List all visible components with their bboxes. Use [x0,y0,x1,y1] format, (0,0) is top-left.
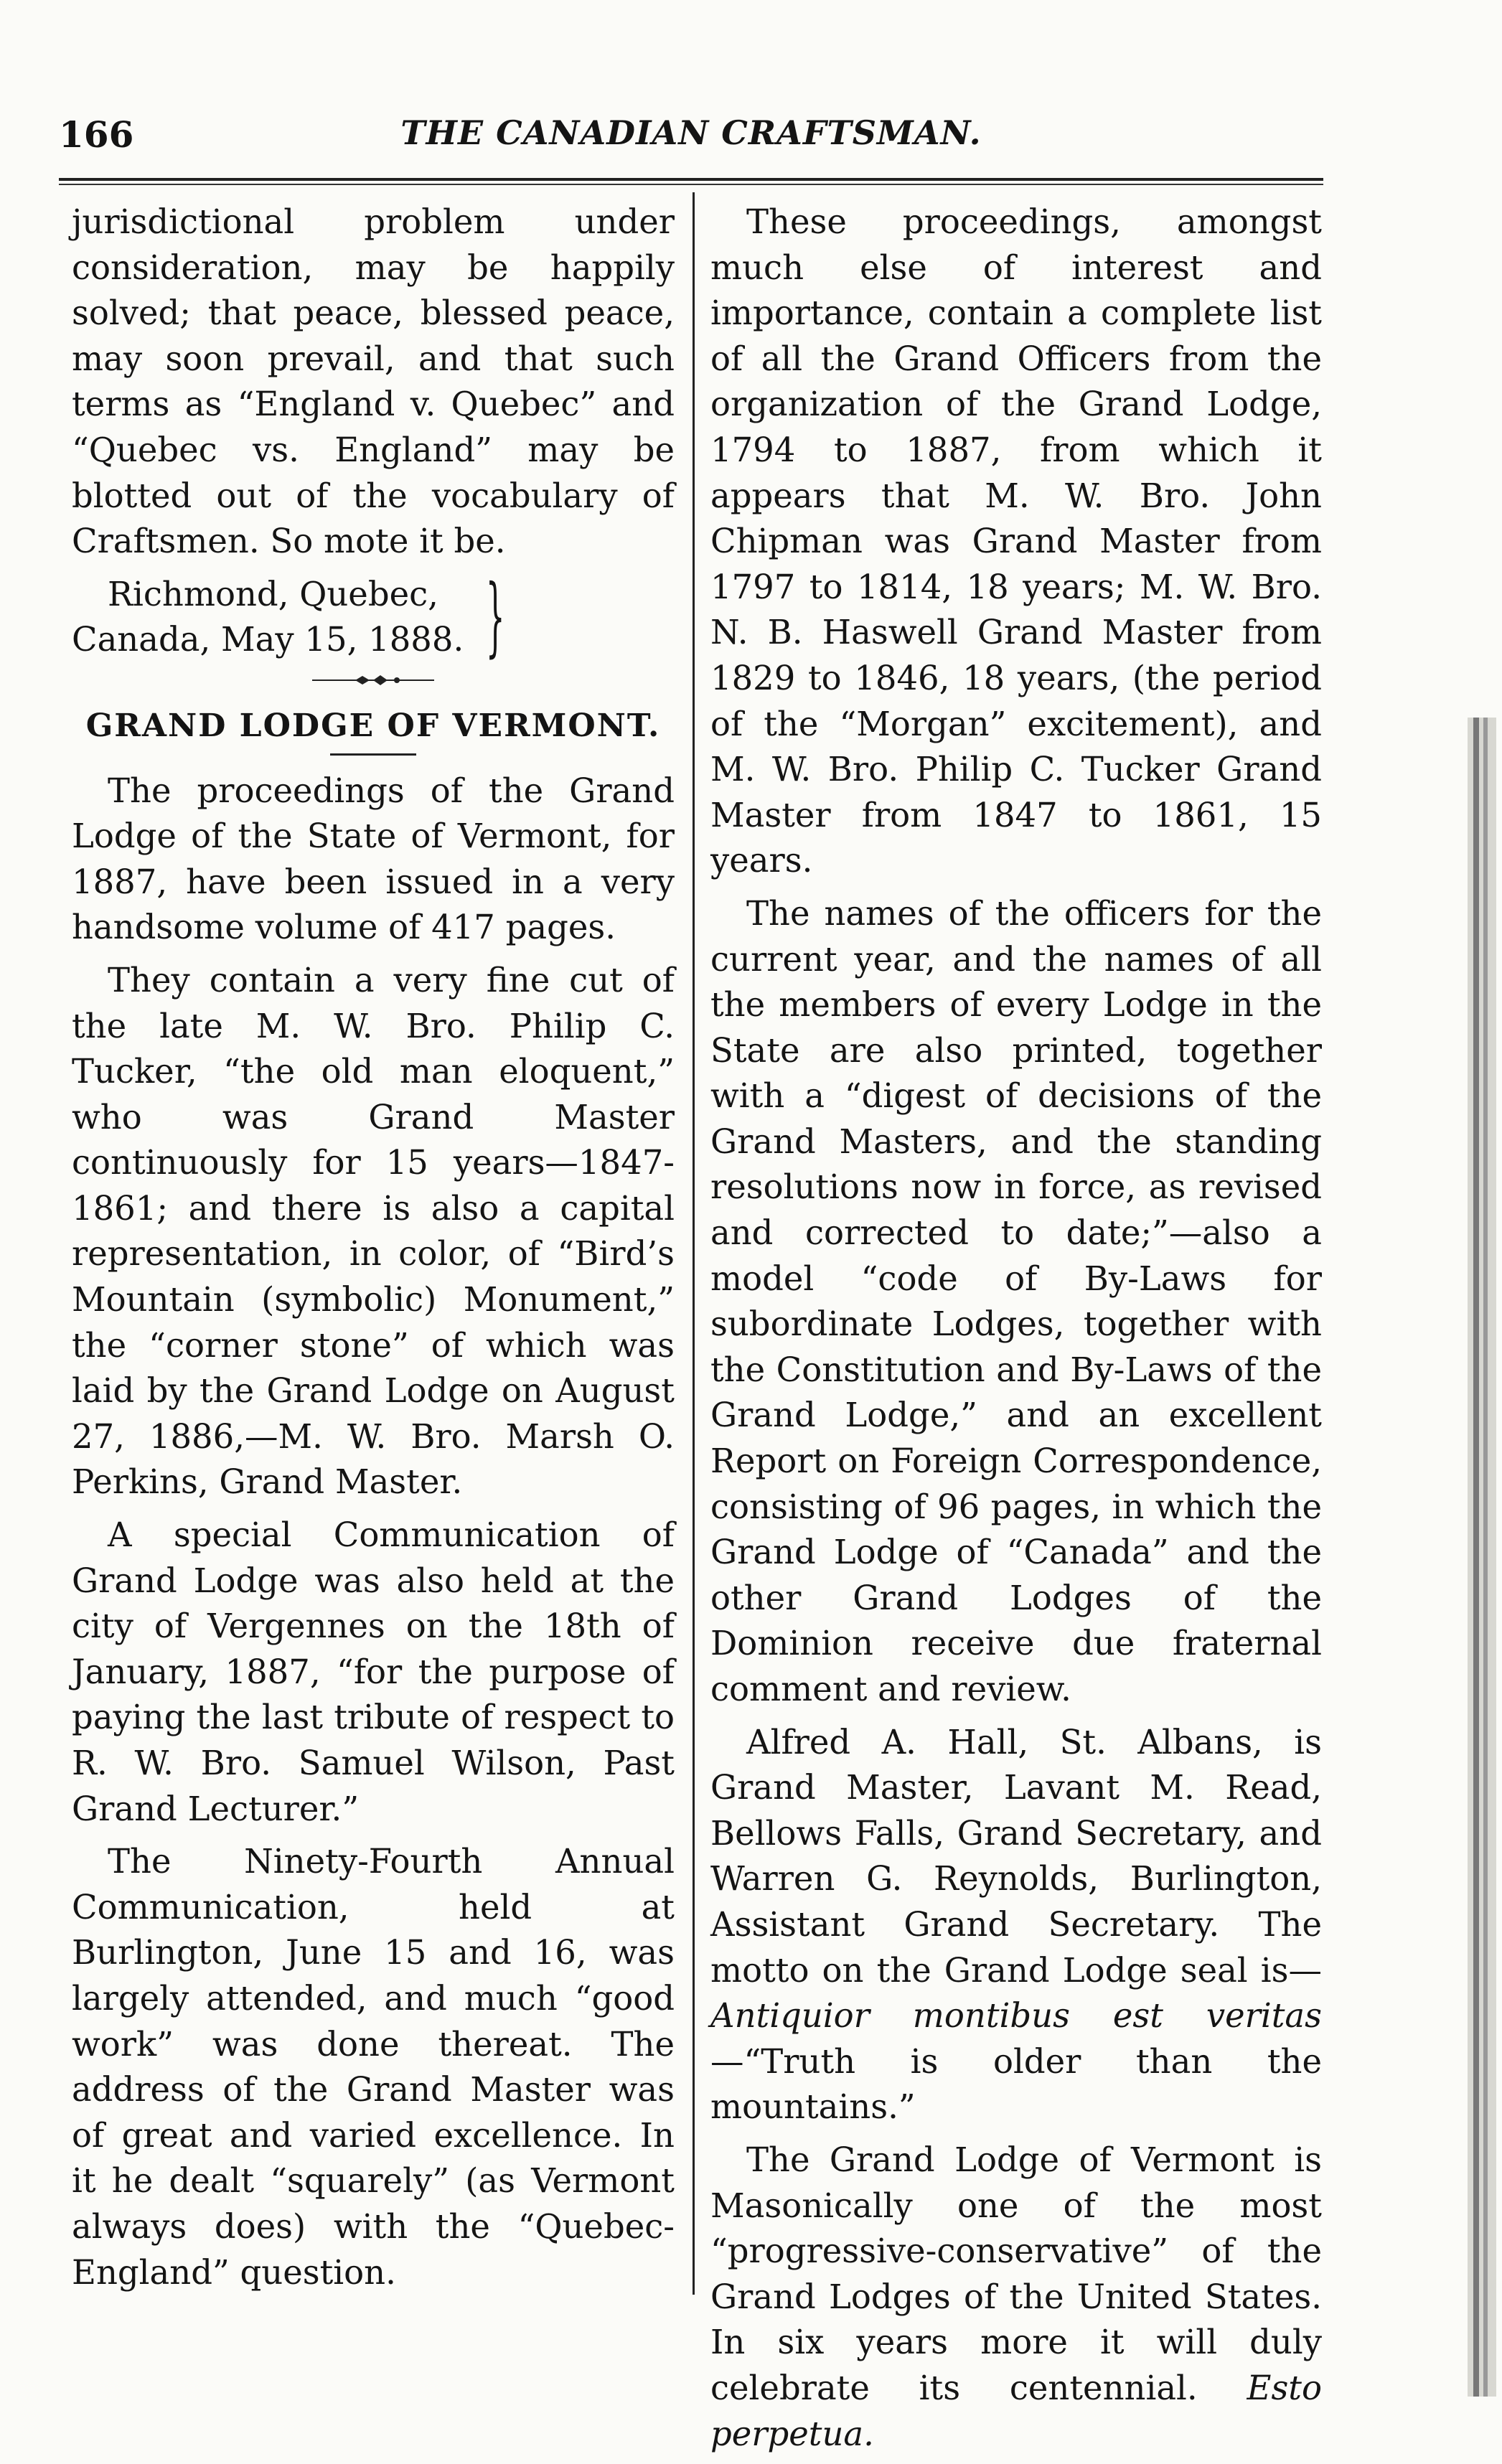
paragraph: The proceedings of the Grand Lodge of the State of Vermont, for 1887, have been issued in a very handsome volume of 417 pages. [72,771,675,947]
page-header [59,108,1323,172]
page-number: 166 [59,113,134,156]
section-heading: GRAND LODGE OF VERMONT. [85,707,661,744]
paragraph-text: The Grand Lodge of Vermont is Masonically one of the most “progressive-conservative” of the Grand Lodges of the United States. In six years more it will duly celebrate its centennial. [710,2140,1322,2407]
signature-place: Richmond, Quebec, [108,574,438,613]
header-rule-thin [59,184,1323,185]
latin-motto: Antiquior montibus est veritas [710,1996,1322,2036]
paragraph [710,2138,1322,2457]
paragraph: These proceedings, amongst much else of interest and importance, contain a complete list of all the Grand Officers from the organization of the Grand Lodge, 1794 to 1887, from which it appears that M. W. Bro. John Chipman was Grand Master from 1797 to 1814, 18 years; M. W. Bro. N. B. Haswell Grand Master from 1829 to 1846, 18 years, (the period of the “Morgan” excitement), and M. W. Bro. Philip C. Tucker Grand Master from 1847 to 1861, 15 years. [710,202,1322,880]
paragraph: A special Communication of Grand Lodge was also held at the city of Vergennes on the 18th of January, 1887, “for the purpose of paying the last tribute of respect to R. W. Bro. Samuel Wilson, Past Grand Lecturer.” [72,1515,675,1828]
paragraph: The names of the officers for the current year, and the names of all the members of every Lodge in the State are also printed, together with a “digest of decisions of the Grand Masters, and the standing resolutions now in force, as revised and corrected to date;”—also a model “code of By-Laws for subordinate Lodges, together with the Constitution and By-Laws of the Grand Lodge,” and an excellent Report on Foreign Correspondence, consisting of 96 pages, in which the Grand Lodge of “Canada” and the other Grand Lodges of the Dominion receive due fraternal comment and review. [710,893,1322,1708]
page-edge-shadow [1446,718,1496,2397]
right-column [710,199,1322,2464]
continuation-paragraph: jurisdictional problem under consideration, may be happily solved; that peace, blessed peace, may soon prevail, and that such terms as “England v. Quebec” and “Quebec vs. England” may be blotted out of the vocabulary of Craftsmen. So mote it be. [72,202,675,561]
signature-date: Canada, May 15, 1888. [72,620,464,659]
header-rule [59,178,1323,181]
column-divider [693,192,695,2295]
paragraph: The Ninety-Fourth Annual Communication, held at Burlington, June 15 and 16, was largely attended, and much “good work” was done thereat. The address of the Grand Master was of great and varied excellence. In it he dealt “squarely” (as Vermont always does) with the “Quebec-England” question. [72,1842,675,2292]
brace-ornament: } [486,567,505,667]
paragraph: They contain a very fine cut of the late M. W. Bro. Philip C. Tucker, “the old man eloquent,” who was Grand Master continuously for 15 years—1847-1861; and there is also a capital representation, in color, of “Bird’s Mountain (symbolic) Monument,” the “corner stone” of which was laid by the Grand Lodge on August 27, 1886,—M. W. Bro. Marsh O. Perkins, Grand Master. [72,960,675,1502]
heading-rule [330,753,416,756]
paragraph-text: —“Truth is older than the mountains.” [710,2041,1322,2127]
paragraph-text: Alfred A. Hall, St. Albans, is Grand Master, Lavant M. Read, Bellows Falls, Grand Secretary, and Warren G. Reynolds, Burlington, Assistant Grand Secretary. The motto on the Grand Lodge seal is— [710,1722,1322,1990]
running-title: THE CANADIAN CRAFTSMAN. [400,113,982,152]
left-column [72,199,675,2303]
section-ornament [72,673,675,687]
paragraph [710,1720,1322,2130]
latin-phrase: Esto perpetua. [710,2368,1322,2453]
signature-block [72,567,675,667]
